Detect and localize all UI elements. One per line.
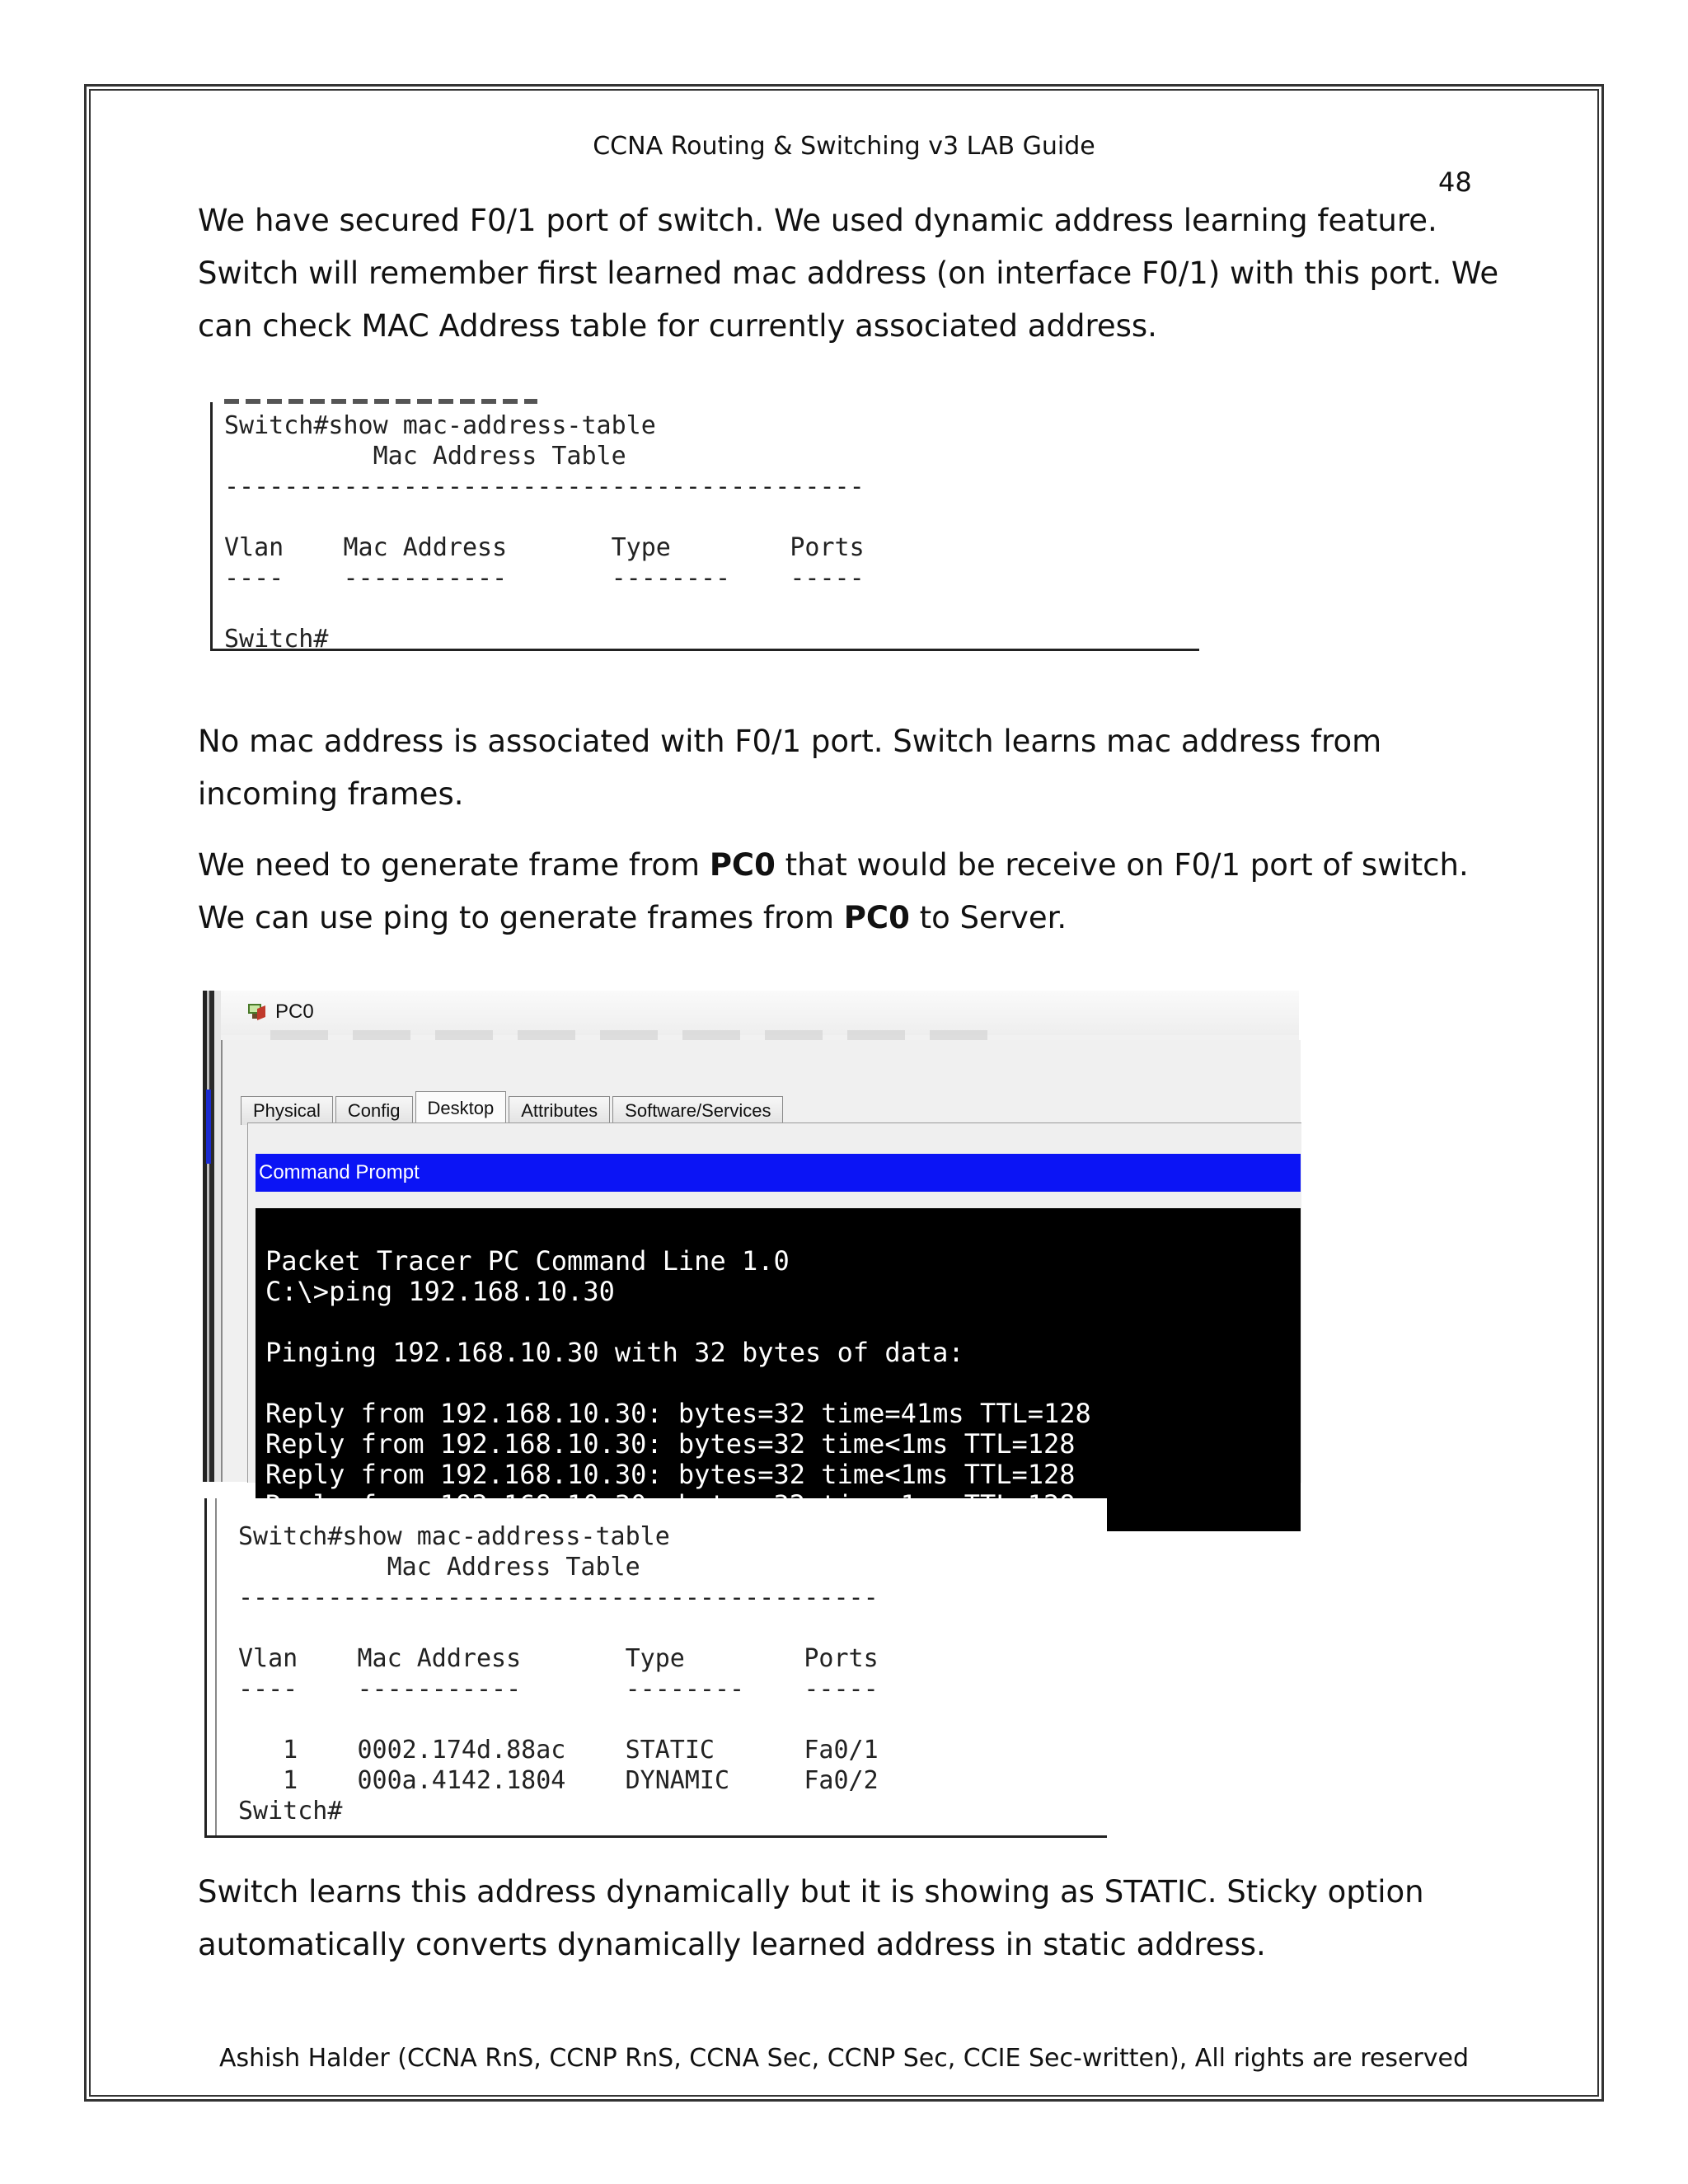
tab-physical[interactable]: Physical [241, 1096, 333, 1125]
window-body [221, 1040, 1301, 1490]
page-header-title: CCNA Routing & Switching v3 LAB Guide [593, 132, 1095, 161]
paragraph-text: We need to generate frame from [198, 847, 710, 883]
console-line: Reply from 192.168.10.30: bytes=32 time<1ms TTL=128 [265, 1459, 1076, 1490]
terminal-line: Vlan Mac Address Type Ports [238, 1644, 879, 1673]
terminal-line: Switch# [224, 625, 329, 654]
terminal-line: ---- ----------- -------- ----- [224, 564, 865, 593]
console-line: Pinging 192.168.10.30 with 32 bytes of data: [265, 1337, 964, 1368]
terminal-line: ------------------------------------------- [224, 472, 865, 501]
pc-name-bold: PC0 [843, 900, 910, 935]
paragraph-no-mac: No mac address is associated with F0/1 port. Switch learns mac address from incoming frames. [198, 724, 1382, 812]
terminal-line: Switch#show mac-address-table [224, 411, 656, 440]
tab-config[interactable]: Config [335, 1096, 413, 1125]
paragraph-text: to Server. [909, 900, 1067, 935]
terminal-line: 1 0002.174d.88ac STATIC Fa0/1 [238, 1736, 879, 1765]
paragraph-sticky-static: Switch learns this address dynamically but it is showing as STATIC. Sticky option automatically converts dynamically learned address in static address. [198, 1874, 1424, 1962]
terminal-line: Switch# [238, 1797, 343, 1825]
window-title: PC0 [275, 1001, 314, 1023]
terminal-line: Vlan Mac Address Type Ports [224, 533, 865, 562]
paragraph-intro: We have secured F0/1 port of switch. We used dynamic address learning feature. Switch will remember first learned mac address (on interface F0/1) with this port. We can check MAC Address table for currently associated address. [198, 203, 1499, 344]
console-line: Reply from 192.168.10.30: bytes=32 time<1ms TTL=128 [265, 1428, 1076, 1460]
terminal-line: Mac Address Table [238, 1553, 640, 1582]
terminal-line: Mac Address Table [224, 442, 626, 471]
pc-name-bold: PC0 [709, 847, 776, 883]
terminal-line: Switch#show mac-address-table [238, 1522, 670, 1551]
command-prompt-console[interactable] [256, 1208, 1301, 1531]
command-prompt-title: Command Prompt [256, 1154, 1301, 1192]
console-line: Packet Tracer PC Command Line 1.0 [265, 1245, 790, 1277]
tab-attributes[interactable]: Attributes [509, 1096, 610, 1125]
terminal-left-bar [215, 1498, 217, 1835]
pc-icon [246, 1001, 269, 1024]
terminal-mac-table-empty [210, 402, 1199, 654]
tab-bar [241, 1093, 785, 1124]
terminal-line: ---- ----------- -------- ----- [238, 1675, 879, 1704]
pc0-window [203, 991, 1299, 1490]
console-line: Reply from 192.168.10.30: bytes=32 time=41ms TTL=128 [265, 1398, 1091, 1429]
terminal-line: 1 000a.4142.1804 DYNAMIC Fa0/2 [238, 1766, 879, 1795]
terminal-line: ------------------------------------------- [238, 1583, 879, 1612]
paragraph-generate-frame [198, 839, 1517, 944]
window-left-edge [203, 991, 221, 1482]
tab-desktop[interactable]: Desktop [415, 1091, 507, 1125]
window-titlebar[interactable] [221, 991, 1299, 1035]
console-line: C:\>ping 192.168.10.30 [265, 1276, 615, 1307]
tab-software-services[interactable]: Software/Services [612, 1096, 783, 1125]
menu-bar-blurred [270, 1030, 996, 1040]
cropped-text-edge [224, 399, 537, 404]
paragraph-text: that would be receive on F0/1 port of switch. We can use ping to generate frames from [198, 847, 1469, 935]
terminal-mac-table-populated [204, 1498, 1107, 1838]
page-number: 48 [1438, 166, 1472, 198]
page-footer: Ashish Halder (CCNA RnS, CCNP RnS, CCNA Sec, CCNP Sec, CCIE Sec-written), All rights are reserved [218, 2044, 1470, 2073]
